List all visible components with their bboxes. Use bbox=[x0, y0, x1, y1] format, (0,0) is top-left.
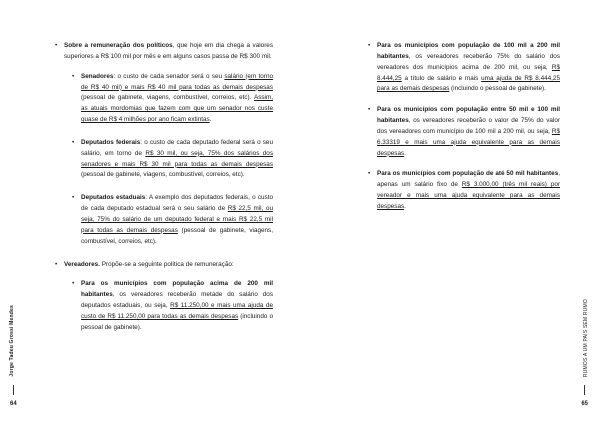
underlined-text: R$ 30 mil, ou seja, 75% dos salários dos senadores e mais R$ 30 mil para todas as demais despesas bbox=[81, 149, 274, 168]
item-text: Propõe-se a seguinte política de remuneração: bbox=[99, 260, 234, 268]
item-lead: Para os municípios com população acima de 200 mil habitantes bbox=[81, 280, 273, 299]
running-head-title: RUMOS A UM PAÍS SEM RUMO bbox=[583, 298, 589, 377]
item-lead: Para os municípios com população de 100 mil a 200 mil habitantes bbox=[377, 42, 560, 60]
list-item-100-200mil bbox=[368, 41, 560, 95]
underlined-text: uma ajuda de R$ 8.444,25 para as demais despesas bbox=[377, 74, 560, 93]
item-lead: Deputados estaduais bbox=[81, 194, 146, 202]
item-text: , apenas um salário fixo de bbox=[377, 170, 560, 189]
list-item-senadores bbox=[64, 72, 273, 126]
running-head-author: Jorge Tadeu Grossi Mendes bbox=[9, 305, 15, 377]
item-text: a título de salário e mais bbox=[401, 74, 482, 82]
right-page-body bbox=[368, 41, 560, 223]
item-lead: Senadores bbox=[81, 72, 114, 80]
item-text: . bbox=[404, 202, 406, 210]
item-text: (pessoal de gabinete, viagens, combustível, correios, etc). bbox=[81, 94, 254, 102]
item-lead: Vereadores. bbox=[64, 260, 100, 268]
sub-list-politicos bbox=[64, 72, 273, 248]
underlined-text: R$ 11.250,00 e mais uma ajuda de custo de R$ 11.250,00 para todas as demais despesas bbox=[81, 302, 273, 320]
item-text: . bbox=[404, 149, 406, 157]
folio-rule bbox=[13, 385, 14, 395]
item-text: : o custo de cada senador será o seu bbox=[113, 72, 225, 80]
item-lead: Deputados federais bbox=[81, 138, 141, 146]
item-text: , os vereadores receberão metade do salário dos deputados estaduais, ou seja, bbox=[81, 291, 273, 310]
sub-list-vereadores bbox=[64, 279, 273, 333]
page-number: 65 bbox=[581, 401, 588, 407]
item-lead: Para os municípios com população entre 50 mil e 100 mil habitantes bbox=[377, 106, 560, 125]
underlined-text: R$ 8.444,25 bbox=[377, 63, 560, 82]
item-lead: Sobre a remuneração dos políticos bbox=[64, 42, 173, 49]
list-item-deputados-federais bbox=[64, 138, 273, 181]
list-item-deputados-estaduais bbox=[64, 193, 273, 247]
item-text: : o custo de cada deputado federal será o seu salário, em torno de bbox=[81, 138, 273, 157]
item-text: , que hoje em dia chega a valores superiores a R$ 100 mil por mês e em alguns casos passa de R$ 300 mil. bbox=[64, 42, 274, 60]
item-text: (incluindo o pessoal de gabinete). bbox=[81, 312, 273, 331]
item-text: , os vereadores receberão o valor de 75% do valor dos vereadores com município de 100 mil a 200 mil, ou seja, bbox=[377, 117, 560, 135]
item-text: . bbox=[209, 116, 212, 124]
folio-rule bbox=[584, 385, 585, 395]
list-item-remuneracao bbox=[55, 41, 273, 248]
item-text: (pessoal de gabinete, viagens, combustível, correios, etc). bbox=[81, 226, 273, 245]
underlined-text: R$ 6.33319 e mais uma ajuda equivalente para as demais despesas bbox=[377, 127, 560, 157]
underlined-text: Assim, as atuais mordomias que fazem com que um senador nos custe quase de R$ 4 milhões por ano ficam extintas bbox=[81, 94, 273, 124]
list-item-ate-50mil bbox=[368, 169, 560, 212]
underlined-text: R$ 3.000,00 (três mil reais) por vereador e mais uma ajuda equivalente para as demais despesas bbox=[377, 181, 560, 210]
left-page-body bbox=[55, 41, 273, 346]
item-text: , os vereadores receberão 75% do salário dos vereadores dos municípios acima de 200 mil, ou seja, bbox=[377, 52, 560, 71]
item-text: (incluindo o pessoal de gabinete). bbox=[449, 85, 546, 93]
list-item-vereadores bbox=[55, 260, 273, 334]
page-number: 64 bbox=[10, 401, 17, 407]
list-item-acima-200mil bbox=[64, 279, 273, 333]
right-bullet-list bbox=[368, 41, 560, 213]
list-item-50-100mil bbox=[368, 105, 560, 159]
item-lead: Para os municípios com população de até 50 mil habitantes bbox=[377, 170, 559, 178]
underlined-text: R$ 22,5 mil, ou seja, 75% do salário de um deputado federal e mais R$ 22,5 mil para todas as demais despesas bbox=[81, 205, 273, 234]
item-text: : A exemplo dos deputados federais, o custo de cada deputado estadual será o seu salário de bbox=[81, 194, 273, 213]
item-text: (pessoal de gabinete, viagens, combustível, correios, etc). bbox=[81, 171, 245, 179]
underlined-text: salário (em torno de R$ 40 mil) e mais R$ 40 mil para todas as demais despesas bbox=[81, 72, 273, 91]
left-bullet-list bbox=[55, 41, 273, 334]
